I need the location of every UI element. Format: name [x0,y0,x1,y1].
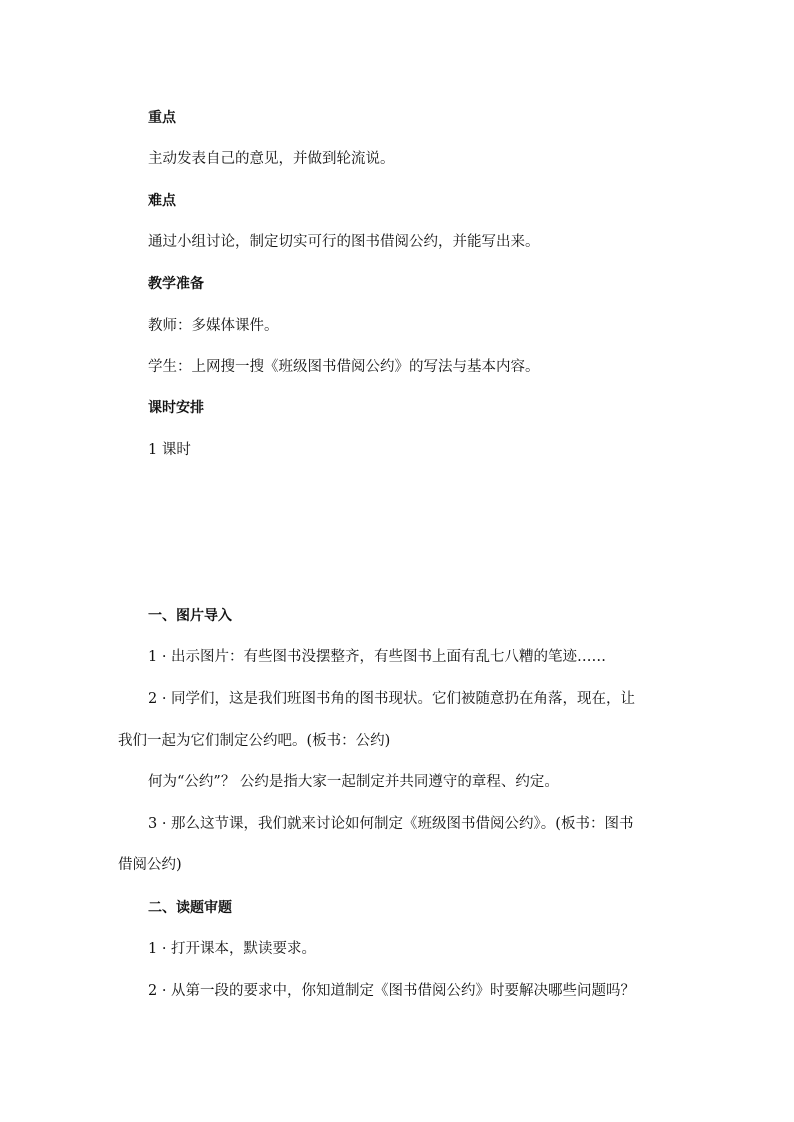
key-points-text: 主动发表自己的意见，并做到轮流说。 [148,151,395,167]
heading-key-points: 重点 [148,110,176,126]
section-1-item-1: 1 · 出示图片：有些图书没摆整齐，有些图书上面有乱七八糟的笔迹…… [148,649,607,665]
heading-schedule: 课时安排 [148,400,204,416]
heading-difficulties: 难点 [148,193,176,209]
schedule-text: 1 课时 [148,442,191,458]
heading-preparation: 教学准备 [148,276,204,292]
difficulties-text: 通过小组讨论，制定切实可行的图书借阅公约，并能写出来。 [148,234,540,250]
section-1-heading: 一、图片导入 [148,608,232,624]
section-1-item-2-line-1: 2 · 同学们，这是我们班图书角的图书现状。它们被随意扔在角落，现在，让 [148,691,636,707]
preparation-teacher: 教师：多媒体课件。 [148,318,279,334]
section-2-item-1: 1 · 打开课本，默读要求。 [148,941,317,957]
section-1-item-3-line-2: 借阅公约) [118,857,182,873]
preparation-student: 学生：上网搜一搜《班级图书借阅公约》的写法与基本内容。 [148,359,540,375]
section-1-note: 何为“公约”？ 公约是指大家一起制定并共同遵守的章程、约定。 [148,774,559,790]
section-2-heading: 二、读题审题 [148,900,232,916]
section-1-item-3-line-1: 3 · 那么这节课，我们就来讨论如何制定《班级图书借阅公约》。(板书：图书 [148,816,634,832]
section-2-item-2: 2 · 从第一段的要求中，你知道制定《图书借阅公约》时要解决哪些问题吗？ [148,983,636,999]
section-1-item-2-line-2: 我们一起为它们制定公约吧。(板书：公约) [118,733,391,749]
